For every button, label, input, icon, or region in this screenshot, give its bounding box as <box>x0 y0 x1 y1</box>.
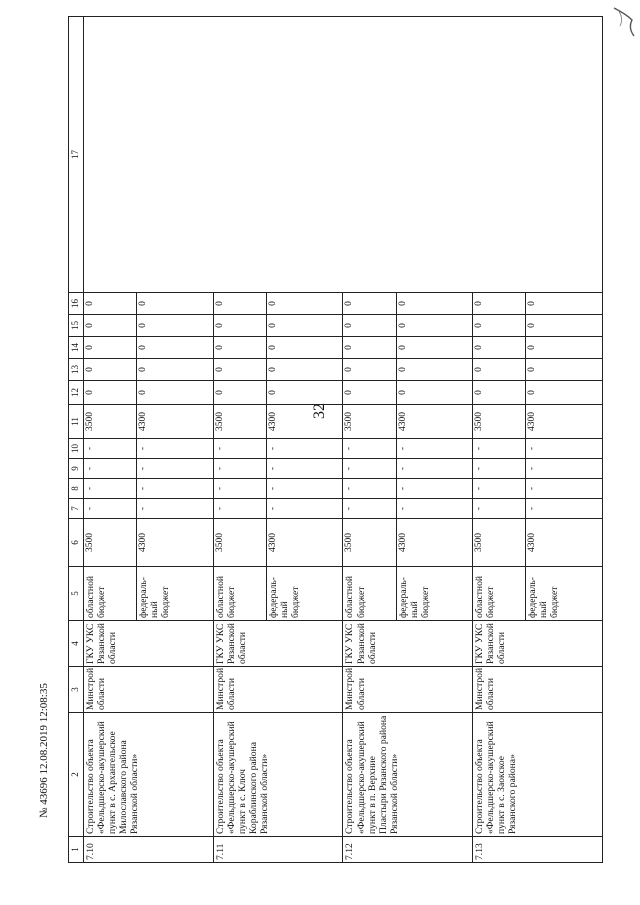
value-cell: - <box>213 439 266 459</box>
value-cell: 3500 <box>343 519 396 567</box>
value-cell: 0 <box>213 381 266 405</box>
table-body <box>84 17 603 863</box>
value-cell: 3500 <box>84 405 137 439</box>
value-cell: - <box>213 499 266 519</box>
value-cell: 0 <box>266 337 343 359</box>
row-number: 7.11 <box>213 837 343 863</box>
header-cell: 2 <box>69 713 84 837</box>
object-name: Строительство объекта «Фельдшерско-акушерский пункт в с. Ключ Кораблинского района Рязанской области» <box>213 713 343 837</box>
value-cell: 0 <box>473 293 526 315</box>
value-cell: 3500 <box>213 405 266 439</box>
value-cell: 4300 <box>266 405 343 439</box>
header-cell: 10 <box>69 439 84 459</box>
object-name: Строительство объекта «Фельдшерско-акушерский пункт в с. Заокское Рязанского района» <box>473 713 603 837</box>
funding-source: федераль-ный бюджет <box>396 567 473 621</box>
header-cell: 17 <box>69 17 84 293</box>
client: ГКУ УКС Рязанской области <box>343 621 473 667</box>
header-cell: 8 <box>69 479 84 499</box>
value-cell: - <box>473 459 526 479</box>
value-cell: - <box>526 479 603 499</box>
corner-scan-mark <box>610 6 636 40</box>
header-cell: 11 <box>69 405 84 439</box>
value-cell: 0 <box>137 293 214 315</box>
value-cell: 4300 <box>396 405 473 439</box>
row-number: 7.13 <box>473 837 603 863</box>
value-cell: 0 <box>396 293 473 315</box>
value-cell: 4300 <box>526 405 603 439</box>
funding-source: областной бюджет <box>84 567 137 621</box>
header-cell: 12 <box>69 381 84 405</box>
value-cell: 0 <box>526 337 603 359</box>
value-cell: - <box>137 499 214 519</box>
value-cell: 4300 <box>137 405 214 439</box>
value-cell: - <box>343 499 396 519</box>
value-cell: 0 <box>84 337 137 359</box>
value-cell: 0 <box>84 359 137 381</box>
value-cell: - <box>137 439 214 459</box>
value-cell: - <box>137 479 214 499</box>
value-cell: 3500 <box>213 519 266 567</box>
value-cell: - <box>266 439 343 459</box>
funding-source: федераль-ный бюджет <box>526 567 603 621</box>
value-cell: 0 <box>213 337 266 359</box>
value-cell: 0 <box>526 293 603 315</box>
header-cell: 9 <box>69 459 84 479</box>
client: ГКУ УКС Рязанской области <box>84 621 214 667</box>
value-cell: - <box>266 459 343 479</box>
value-cell: - <box>343 439 396 459</box>
value-cell: - <box>526 439 603 459</box>
value-cell: - <box>266 499 343 519</box>
value-cell: 0 <box>137 337 214 359</box>
value-cell: - <box>396 479 473 499</box>
value-cell: 0 <box>343 293 396 315</box>
header-row <box>69 17 84 863</box>
value-cell: 0 <box>266 381 343 405</box>
value-cell: 0 <box>266 359 343 381</box>
value-cell: - <box>343 459 396 479</box>
table-row <box>84 17 137 863</box>
value-cell: 0 <box>343 359 396 381</box>
object-name: Строительство объекта «Фельдшерско-акушерский пункт в с. Архангельское Милославского района Рязанской области» <box>84 713 214 837</box>
value-cell: - <box>84 439 137 459</box>
value-cell: 0 <box>84 381 137 405</box>
value-cell: 0 <box>84 315 137 337</box>
value-cell: 4300 <box>137 519 214 567</box>
value-cell: - <box>266 479 343 499</box>
header-cell: 13 <box>69 359 84 381</box>
value-cell: - <box>526 499 603 519</box>
header-cell: 1 <box>69 837 84 863</box>
value-cell: 0 <box>526 359 603 381</box>
value-cell: 3500 <box>343 405 396 439</box>
client: ГКУ УКС Рязанской области <box>213 621 343 667</box>
value-cell: 3500 <box>84 519 137 567</box>
value-cell: - <box>526 459 603 479</box>
value-cell: 0 <box>137 315 214 337</box>
header-cell: 4 <box>69 621 84 667</box>
header-cell: 6 <box>69 519 84 567</box>
value-cell: 0 <box>213 293 266 315</box>
value-cell: - <box>396 439 473 459</box>
value-cell: - <box>473 479 526 499</box>
value-cell: 0 <box>137 381 214 405</box>
funding-source: областной бюджет <box>343 567 396 621</box>
document-stamp: № 43696 12.08.2019 12:08:35 <box>38 683 50 818</box>
funding-source: областной бюджет <box>473 567 526 621</box>
value-cell: 0 <box>473 337 526 359</box>
value-cell: - <box>473 499 526 519</box>
funding-source: федераль-ный бюджет <box>137 567 214 621</box>
rotated-table-container <box>68 17 603 863</box>
value-cell: 4300 <box>526 519 603 567</box>
value-cell: - <box>213 459 266 479</box>
responsible: Минстрой области <box>84 667 214 713</box>
notes-column <box>84 17 603 293</box>
value-cell: 0 <box>396 337 473 359</box>
value-cell: - <box>343 479 396 499</box>
header-cell: 7 <box>69 499 84 519</box>
value-cell: 0 <box>343 381 396 405</box>
value-cell: 0 <box>84 293 137 315</box>
value-cell: 0 <box>473 381 526 405</box>
page-number: 32 <box>311 403 328 419</box>
value-cell: 0 <box>396 315 473 337</box>
responsible: Минстрой области <box>343 667 473 713</box>
value-cell: - <box>396 499 473 519</box>
value-cell: - <box>396 459 473 479</box>
header-cell: 5 <box>69 567 84 621</box>
value-cell: 3500 <box>473 405 526 439</box>
value-cell: 4300 <box>396 519 473 567</box>
header-cell: 14 <box>69 337 84 359</box>
value-cell: 0 <box>266 315 343 337</box>
funding-source: федераль-ный бюджет <box>266 567 343 621</box>
value-cell: - <box>137 459 214 479</box>
value-cell: 0 <box>526 381 603 405</box>
value-cell: - <box>84 499 137 519</box>
responsible: Минстрой области <box>473 667 603 713</box>
value-cell: - <box>84 479 137 499</box>
value-cell: 0 <box>396 381 473 405</box>
value-cell: - <box>84 459 137 479</box>
value-cell: 0 <box>473 359 526 381</box>
value-cell: 0 <box>396 359 473 381</box>
value-cell: 0 <box>213 315 266 337</box>
row-number: 7.12 <box>343 837 473 863</box>
value-cell: 0 <box>343 315 396 337</box>
responsible: Минстрой области <box>213 667 343 713</box>
header-cell: 3 <box>69 667 84 713</box>
header-cell: 16 <box>69 293 84 315</box>
value-cell: 0 <box>213 359 266 381</box>
funding-source: областной бюджет <box>213 567 266 621</box>
value-cell: 4300 <box>266 519 343 567</box>
value-cell: 0 <box>343 337 396 359</box>
value-cell: 0 <box>473 315 526 337</box>
object-name: Строительство объекта «Фельдшерско-акушерский пункт в п. Верхние Пластыри Рязанского района Рязанской области» <box>343 713 473 837</box>
value-cell: 0 <box>266 293 343 315</box>
header-cell: 15 <box>69 315 84 337</box>
value-cell: - <box>213 479 266 499</box>
value-cell: 3500 <box>473 519 526 567</box>
value-cell: 0 <box>526 315 603 337</box>
value-cell: 0 <box>137 359 214 381</box>
client: ГКУ УКС Рязанской области <box>473 621 603 667</box>
row-number: 7.10 <box>84 837 214 863</box>
value-cell: - <box>473 439 526 459</box>
program-table <box>68 16 603 863</box>
